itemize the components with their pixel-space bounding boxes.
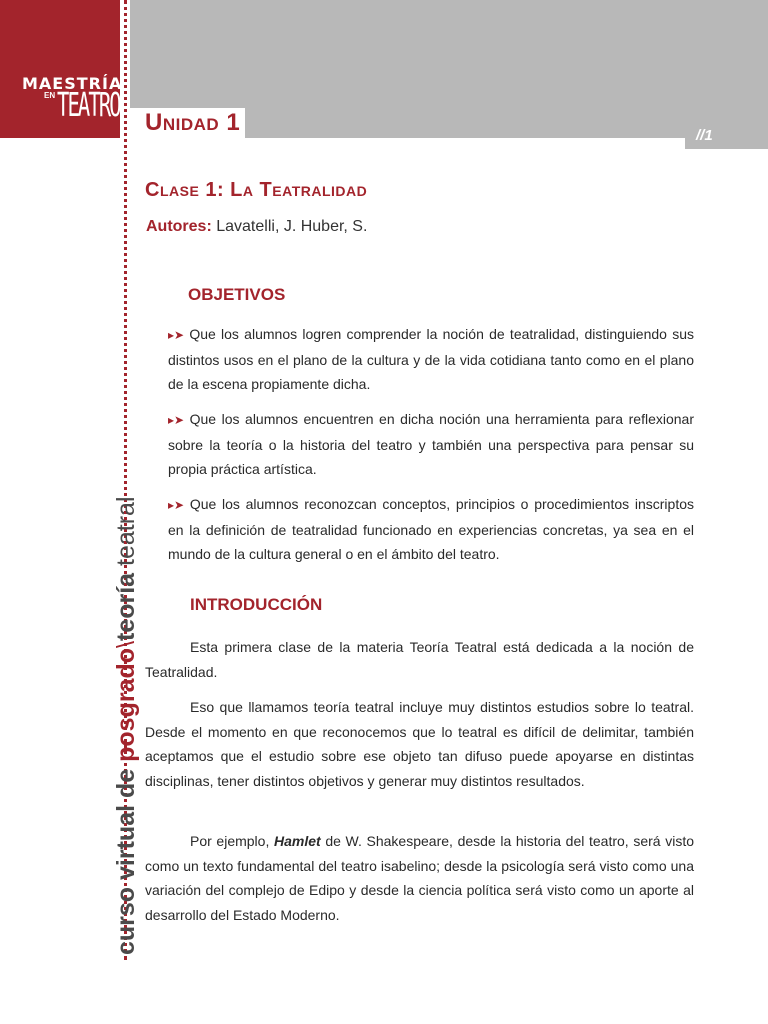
objective-item xyxy=(168,322,694,397)
intro-paragraph: Esta primera clase de la materia Teoría Teatral está dedicada a la noción de Teatralidad. xyxy=(145,639,694,680)
logo-text-teatro: TEATRO xyxy=(57,85,120,124)
objective-text: Que los alumnos logren comprender la noción de teatralidad, distinguiendo sus distintos usos en el plano de la cultura y de la vida cotidiana tanto como en el plano de la escena propiamente dicha. xyxy=(168,326,694,392)
arrow-bullet-icon: ▸➤ xyxy=(168,498,185,512)
objective-text: Que los alumnos reconozcan conceptos, principios o procedimientos inscriptos en la definición de teatralidad funcionado en experiencias concretas, ya sea en el mundo de la cultura general o en el ámbito del teatro. xyxy=(168,496,694,562)
authors-label: Autores: xyxy=(146,218,212,235)
intro-text: Por ejemplo, xyxy=(190,833,274,849)
intro-paragraph xyxy=(145,829,694,927)
objective-item xyxy=(168,407,694,482)
intro-text: de W. Shakespeare, desde la historia del teatro, será visto como un texto fundamental del teatro isabelino; desde la psicología será visto como una variación del complejo de Edipo y desde la ciencia política será visto como un aporte al desarrollo del Estado Moderno. xyxy=(145,833,694,923)
objectives-heading: OBJETIVOS xyxy=(188,285,286,304)
authors-line xyxy=(146,218,367,236)
vertical-tagline xyxy=(114,496,139,955)
arrow-bullet-icon: ▸➤ xyxy=(168,413,185,427)
objective-text: Que los alumnos encuentren en dicha noción una herramienta para reflexionar sobre la teoría o la historia del teatro y también una perspectiva para pensar su propia práctica artística. xyxy=(168,411,694,477)
arrow-bullet-icon: ▸➤ xyxy=(168,328,185,342)
maestria-logo xyxy=(0,0,123,138)
tagline-teoria: teoría xyxy=(112,572,140,642)
introduction-heading: INTRODUCCIÓN xyxy=(190,595,323,614)
unit-title: Unidad 1 xyxy=(145,109,241,136)
tagline-curso-virtual: curso virtual de xyxy=(112,761,140,955)
logo-text-en: EN xyxy=(44,91,56,100)
tagline-teatral: teatral xyxy=(112,496,140,573)
page-number: //1 xyxy=(696,127,713,144)
work-title-hamlet: Hamlet xyxy=(274,833,321,849)
class-title: Clase 1: La Teatralidad xyxy=(145,179,368,201)
tagline-separator: \ xyxy=(112,641,140,648)
tagline-posgrado: posgrado xyxy=(112,647,140,762)
authors-value: Lavatelli, J. Huber, S. xyxy=(216,218,368,235)
logo-text-maestria: MAESTRÍA xyxy=(22,74,123,93)
intro-paragraph: Eso que llamamos teoría teatral incluye muy distintos estudios sobre lo teatral. Desde el momento en que reconocemos que lo teatral es difícil de delimitar, también aceptamos que el estudio sobre ese objeto tan difuso puede apoyarse en distintas disciplinas, tener distintos objetivos y generar muy distintos resultados. xyxy=(145,699,694,789)
objective-item xyxy=(168,492,694,567)
